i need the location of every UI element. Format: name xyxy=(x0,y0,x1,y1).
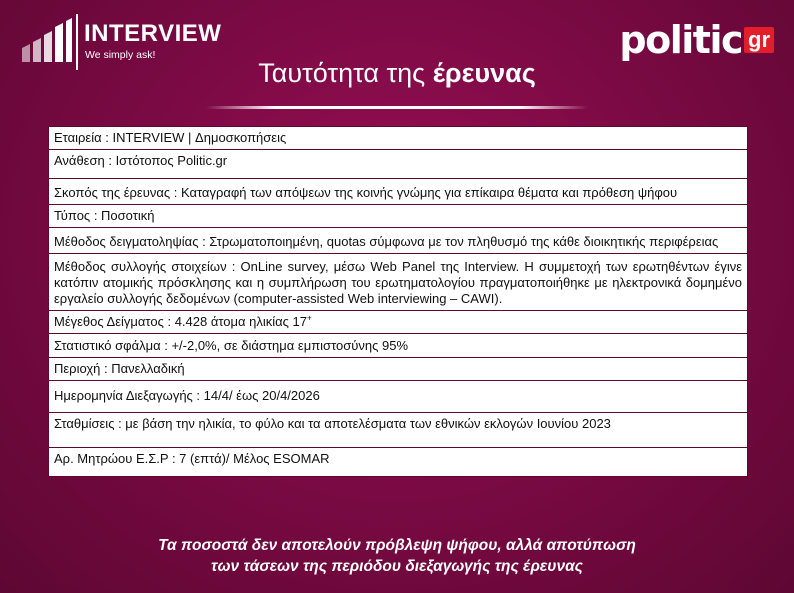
table-row xyxy=(49,150,748,179)
row-registry-number: Αρ. Μητρώου Ε.Σ.Ρ : 7 (επτά)/ Μέλος ESOMAR xyxy=(49,448,748,477)
table-row xyxy=(49,228,748,254)
row-collection-method: Μέθοδος συλλογής στοιχείων : OnLine survey, μέσω Web Panel της Interview. Η συμμετοχή των ερωτηθέντων έγινε κατόπιν ατομικής πρόσκλησης και η συμπλήρωση του ερωτηματολογίου πραγματοποιήθηκε με ηλεκτρονικά δομημένο εργαλείο συλλογής δεδομένων (computer-assisted Web interviewing – CAWI). xyxy=(49,254,748,311)
row-dates: Ημερομηνία Διεξαγωγής : 14/4/ έως 20/4/2026 xyxy=(49,381,748,413)
row-sampling-method: Μέθοδος δειγματοληψίας : Στρωματοποιημένη, quotas σύμφωνα με τον πληθυσμό της κάθε διοικητικής περιφέρειας xyxy=(49,228,748,254)
disclaimer-footnote xyxy=(0,535,794,577)
row-sample-size xyxy=(49,311,748,334)
politic-gr-badge: gr xyxy=(744,27,774,53)
row-type: Τύπος : Ποσοτική xyxy=(49,205,748,228)
survey-identity-table xyxy=(48,126,748,477)
sample-size-sup: + xyxy=(307,313,312,323)
row-company: Εταιρεία : INTERVIEW | Δημοσκοπήσεις xyxy=(49,127,748,150)
row-weighting: Σταθμίσεις : με βάση την ηλικία, το φύλο και τα αποτελέσματα των εθνικών εκλογών Ιουνίου 2023 xyxy=(49,413,748,448)
table-row xyxy=(49,381,748,413)
interview-tagline: We simply ask! xyxy=(85,49,156,61)
page-title-normal: Ταυτότητα της xyxy=(258,58,433,88)
table-row xyxy=(49,413,748,448)
table-row xyxy=(49,254,748,311)
title-underline xyxy=(206,106,588,109)
ascending-bars-icon xyxy=(22,18,74,62)
table-row xyxy=(49,334,748,358)
politic-brand-name: politic xyxy=(619,18,742,62)
table-row xyxy=(49,311,748,334)
table-row xyxy=(49,358,748,381)
table-row xyxy=(49,179,748,205)
table-row xyxy=(49,448,748,477)
disclaimer-line-2: των τάσεων της περιόδου διεξαγωγής της έρευνας xyxy=(211,558,583,575)
disclaimer-line-1: Τα ποσοστά δεν αποτελούν πρόβλεψη ψήφου, αλλά αποτύπωση xyxy=(158,537,636,554)
row-commission: Ανάθεση : Ιστότοπος Politic.gr xyxy=(49,150,748,179)
interview-brand-name: INTERVIEW xyxy=(84,20,222,47)
politic-logo xyxy=(619,18,774,62)
row-statistical-error: Στατιστικό σφάλμα : +/-2,0%, σε διάστημα εμπιστοσύνης 95% xyxy=(49,334,748,358)
row-area: Περιοχή : Πανελλαδική xyxy=(49,358,748,381)
table-row xyxy=(49,127,748,150)
page-title-bold: έρευνας xyxy=(432,58,536,88)
row-purpose: Σκοπός της έρευνας : Καταγραφή των απόψεων της κοινής γνώμης για επίκαιρα θέματα και πρόθεση ψήφου xyxy=(49,179,748,205)
sample-size-text: Μέγεθος Δείγματος : 4.428 άτομα ηλικίας 17 xyxy=(54,314,308,329)
table-row xyxy=(49,205,748,228)
page-title xyxy=(0,58,794,89)
